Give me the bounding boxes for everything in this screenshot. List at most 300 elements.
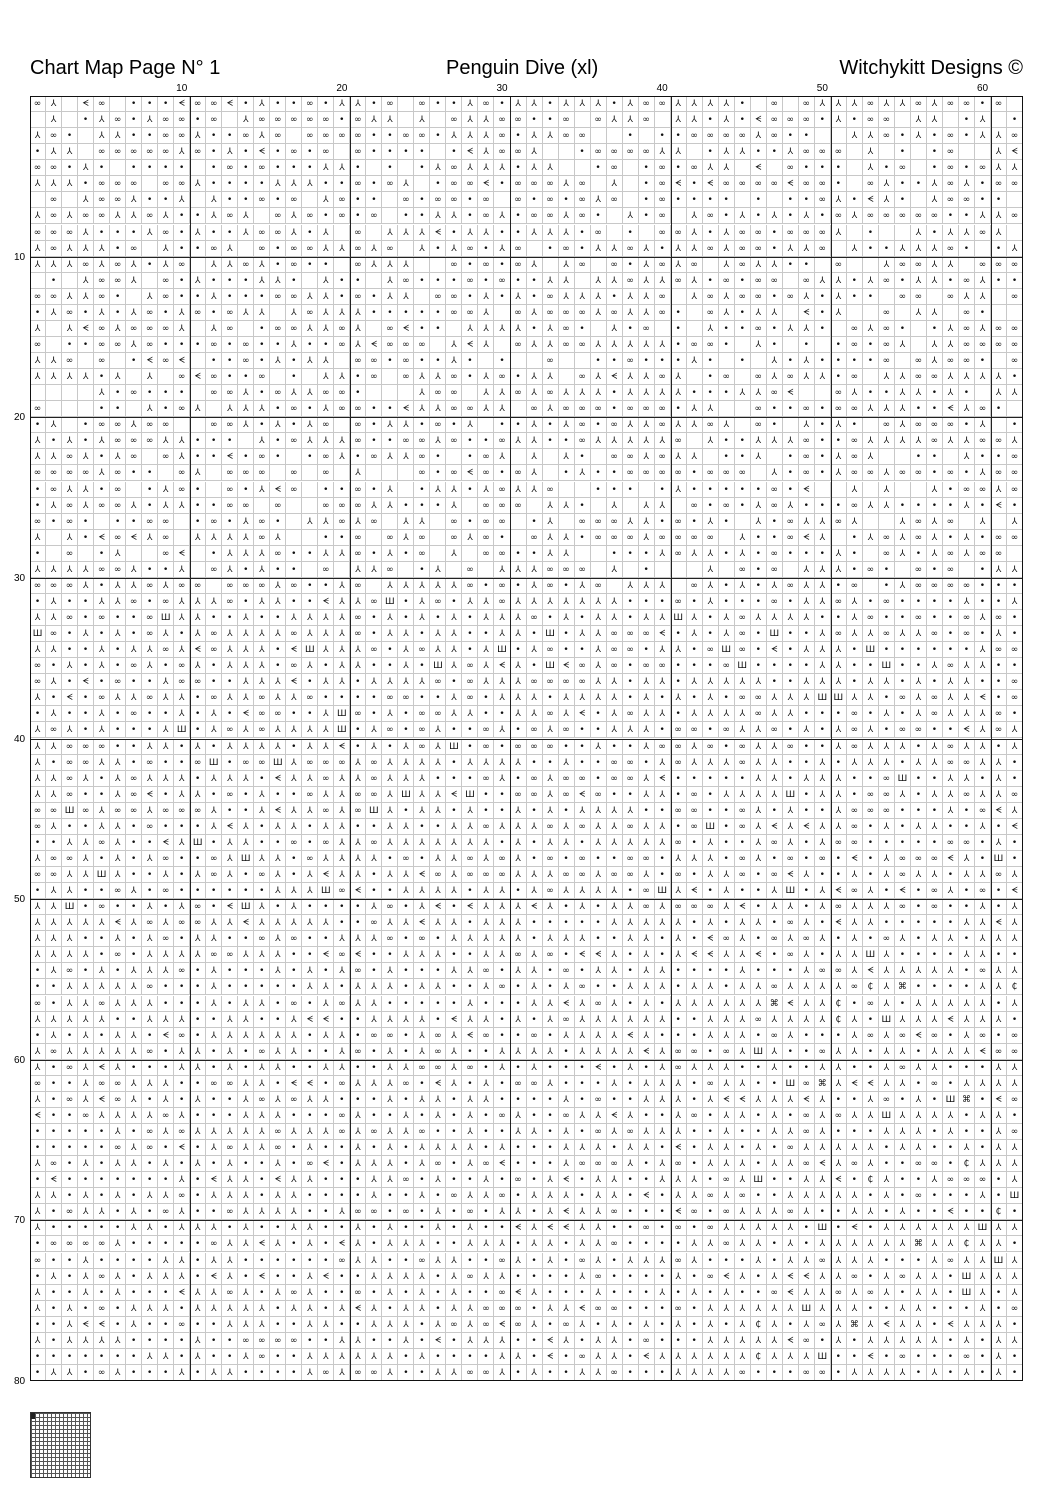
- stitch-cell: ∞: [334, 1124, 350, 1140]
- stitch-cell: ⅄: [430, 1140, 446, 1156]
- stitch-cell: ∞: [847, 803, 863, 819]
- stitch-cell: ⅄: [126, 1028, 142, 1044]
- stitch-cell: ⅄: [799, 1188, 815, 1204]
- stitch-cell: ⅄: [975, 1108, 991, 1124]
- stitch-cell: ⅄: [655, 899, 671, 915]
- stitch-cell: ⅄: [911, 996, 927, 1012]
- stitch-cell: ⅄: [527, 465, 543, 481]
- stitch-cell: •: [30, 706, 46, 722]
- stitch-cell: ∞: [911, 578, 927, 594]
- stitch-cell: ⅄: [591, 273, 607, 289]
- stitch-cell: [110, 96, 126, 112]
- stitch-cell: ⅄: [78, 1285, 94, 1301]
- stitch-cell: ∞: [414, 546, 430, 562]
- stitch-cell: ⅄: [382, 578, 398, 594]
- stitch-cell: ⅄: [446, 128, 462, 144]
- stitch-cell: [575, 112, 591, 128]
- stitch-cell: •: [126, 899, 142, 915]
- stitch-cell: ⅄: [799, 722, 815, 738]
- stitch-cell: ⅄: [911, 1269, 927, 1285]
- stitch-cell: ∞: [751, 225, 767, 241]
- stitch-cell: ∞: [1007, 642, 1023, 658]
- stitch-cell: •: [94, 851, 110, 867]
- stitch-cell: ⅄: [30, 1301, 46, 1317]
- stitch-cell: [78, 144, 94, 160]
- stitch-cell: ∞: [430, 1060, 446, 1076]
- stitch-cell: ⅄: [398, 658, 414, 674]
- stitch-cell: ∞: [510, 947, 526, 963]
- stitch-cell: ∞: [991, 257, 1007, 273]
- stitch-cell: •: [142, 1204, 158, 1220]
- stitch-cell: •: [430, 1349, 446, 1365]
- stitch-cell: ∞: [46, 867, 62, 883]
- stitch-cell: ∞: [959, 787, 975, 803]
- stitch-cell: ∞: [494, 112, 510, 128]
- stitch-cell: •: [639, 1060, 655, 1076]
- stitch-cell: ⅄: [94, 465, 110, 481]
- stitch-cell: •: [719, 594, 735, 610]
- stitch-cell: •: [735, 498, 751, 514]
- stitch-cell: ⅄: [767, 1349, 783, 1365]
- stitch-cell: •: [831, 353, 847, 369]
- stitch-cell: •: [927, 1092, 943, 1108]
- stitch-cell: ⅄: [110, 1188, 126, 1204]
- stitch-cell: ⅄: [478, 610, 494, 626]
- stitch-cell: ⅄: [1007, 1285, 1023, 1301]
- stitch-cell: ∞: [543, 851, 559, 867]
- stitch-cell: ⅄: [799, 867, 815, 883]
- stitch-cell: •: [78, 1220, 94, 1236]
- stitch-cell: •: [334, 1092, 350, 1108]
- stitch-cell: ∞: [158, 642, 174, 658]
- stitch-cell: ⅄: [270, 1108, 286, 1124]
- stitch-cell: ∞: [46, 1156, 62, 1172]
- stitch-cell: Ш: [719, 642, 735, 658]
- stitch-cell: ⅄: [30, 562, 46, 578]
- stitch-cell: ∞: [494, 128, 510, 144]
- stitch-cell: •: [703, 144, 719, 160]
- stitch-cell: •: [639, 755, 655, 771]
- stitch-cell: •: [30, 1349, 46, 1365]
- stitch-cell: ⅄: [831, 1253, 847, 1269]
- stitch-cell: •: [206, 305, 222, 321]
- stitch-cell: ⅄: [735, 1028, 751, 1044]
- stitch-cell: ⅄: [110, 867, 126, 883]
- stitch-cell: ⅄: [350, 321, 366, 337]
- cross-stitch-chart-grid: [30, 96, 1023, 1381]
- stitch-cell: ⅄: [959, 915, 975, 931]
- stitch-cell: ⅄: [895, 1012, 911, 1028]
- stitch-cell: •: [158, 562, 174, 578]
- stitch-cell: ⅄: [975, 915, 991, 931]
- stitch-cell: ⅄: [222, 1269, 238, 1285]
- stitch-cell: •: [30, 1028, 46, 1044]
- stitch-cell: ⅄: [110, 1044, 126, 1060]
- stitch-cell: •: [927, 449, 943, 465]
- stitch-cell: ∞: [591, 996, 607, 1012]
- stitch-cell: •: [559, 192, 575, 208]
- stitch-cell: •: [30, 963, 46, 979]
- stitch-cell: •: [222, 674, 238, 690]
- stitch-cell: ⅄: [655, 433, 671, 449]
- stitch-cell: •: [911, 931, 927, 947]
- stitch-cell: ⅄: [510, 690, 526, 706]
- stitch-cell: ∞: [382, 96, 398, 112]
- stitch-cell: Ш: [895, 771, 911, 787]
- stitch-cell: •: [575, 449, 591, 465]
- stitch-cell: ⅄: [815, 835, 831, 851]
- stitch-cell: ⅄: [703, 594, 719, 610]
- stitch-cell: ⅄: [799, 321, 815, 337]
- stitch-cell: ∞: [703, 337, 719, 353]
- stitch-cell: ᗕ: [639, 1044, 655, 1060]
- stitch-cell: ⅄: [398, 1333, 414, 1349]
- stitch-cell: ∞: [639, 112, 655, 128]
- stitch-cell: ᗕ: [430, 225, 446, 241]
- stitch-cell: ⅄: [863, 1108, 879, 1124]
- stitch-cell: ⅄: [799, 1172, 815, 1188]
- stitch-cell: ⅄: [30, 1092, 46, 1108]
- stitch-cell: ⅄: [719, 1220, 735, 1236]
- stitch-cell: ⅄: [302, 433, 318, 449]
- stitch-cell: ∞: [494, 594, 510, 610]
- stitch-cell: ⅄: [382, 626, 398, 642]
- stitch-cell: ⅄: [639, 1317, 655, 1333]
- stitch-cell: ⅄: [975, 1236, 991, 1252]
- stitch-cell: ⅄: [671, 883, 687, 899]
- stitch-cell: ⅄: [350, 1349, 366, 1365]
- stitch-cell: ∞: [639, 96, 655, 112]
- stitch-cell: •: [158, 385, 174, 401]
- stitch-cell: •: [206, 498, 222, 514]
- stitch-cell: •: [254, 337, 270, 353]
- stitch-cell: ⅄: [382, 225, 398, 241]
- stitch-cell: •: [286, 963, 302, 979]
- stitch-cell: ∞: [350, 176, 366, 192]
- stitch-cell: ⅄: [494, 755, 510, 771]
- stitch-cell: ⅄: [815, 562, 831, 578]
- stitch-cell: ⅄: [559, 176, 575, 192]
- stitch-cell: •: [927, 610, 943, 626]
- stitch-cell: ⅄: [831, 803, 847, 819]
- stitch-cell: •: [174, 225, 190, 241]
- stitch-cell: ∞: [863, 465, 879, 481]
- stitch-cell: •: [126, 819, 142, 835]
- stitch-cell: [334, 225, 350, 241]
- stitch-cell: ⅄: [414, 1092, 430, 1108]
- stitch-cell: •: [270, 449, 286, 465]
- stitch-cell: •: [62, 160, 78, 176]
- stitch-cell: [398, 112, 414, 128]
- stitch-cell: ⅄: [911, 690, 927, 706]
- stitch-cell: ∞: [879, 353, 895, 369]
- stitch-cell: •: [190, 963, 206, 979]
- stitch-cell: •: [478, 273, 494, 289]
- stitch-cell: •: [510, 1092, 526, 1108]
- stitch-cell: •: [799, 787, 815, 803]
- stitch-cell: [703, 257, 719, 273]
- stitch-cell: ⅄: [382, 1236, 398, 1252]
- stitch-cell: •: [815, 739, 831, 755]
- stitch-cell: ⅄: [687, 979, 703, 995]
- stitch-cell: ⅄: [110, 851, 126, 867]
- stitch-cell: ⅄: [943, 385, 959, 401]
- stitch-cell: ⅄: [46, 112, 62, 128]
- stitch-cell: ⅄: [975, 417, 991, 433]
- stitch-cell: •: [78, 305, 94, 321]
- stitch-cell: ∞: [639, 626, 655, 642]
- stitch-cell: ⅄: [414, 1301, 430, 1317]
- stitch-cell: •: [94, 1188, 110, 1204]
- stitch-cell: •: [687, 690, 703, 706]
- stitch-cell: [687, 305, 703, 321]
- stitch-cell: ∞: [190, 755, 206, 771]
- stitch-cell: •: [190, 1204, 206, 1220]
- stitch-cell: •: [943, 979, 959, 995]
- stitch-cell: ⅄: [527, 482, 543, 498]
- stitch-cell: ⅄: [430, 562, 446, 578]
- stitch-cell: •: [623, 257, 639, 273]
- stitch-cell: ᗕ: [366, 337, 382, 353]
- stitch-cell: ⅄: [927, 963, 943, 979]
- stitch-cell: ⅄: [494, 947, 510, 963]
- stitch-cell: ∞: [959, 1172, 975, 1188]
- stitch-cell: ⅄: [510, 803, 526, 819]
- stitch-cell: ⅄: [575, 883, 591, 899]
- stitch-cell: ∞: [607, 626, 623, 642]
- stitch-cell: ∞: [975, 160, 991, 176]
- stitch-cell: ⅄: [879, 1220, 895, 1236]
- stitch-cell: •: [190, 208, 206, 224]
- stitch-cell: ∞: [895, 160, 911, 176]
- stitch-cell: ⅄: [158, 1349, 174, 1365]
- stitch-cell: ⅄: [366, 241, 382, 257]
- stitch-cell: ⅄: [751, 996, 767, 1012]
- stitch-cell: ⅄: [414, 112, 430, 128]
- stitch-cell: [591, 498, 607, 514]
- stitch-cell: ∞: [30, 225, 46, 241]
- stitch-cell: ⅄: [863, 1253, 879, 1269]
- stitch-cell: •: [206, 176, 222, 192]
- stitch-cell: ∞: [414, 1060, 430, 1076]
- stitch-cell: ⅄: [254, 947, 270, 963]
- stitch-cell: •: [751, 562, 767, 578]
- stitch-cell: [575, 160, 591, 176]
- stitch-cell: ∞: [623, 642, 639, 658]
- stitch-cell: •: [655, 241, 671, 257]
- stitch-cell: Ш: [879, 658, 895, 674]
- stitch-cell: •: [767, 225, 783, 241]
- stitch-cell: ⅄: [254, 787, 270, 803]
- stitch-cell: ∞: [831, 835, 847, 851]
- stitch-cell: ⅄: [943, 883, 959, 899]
- stitch-cell: ∞: [446, 1188, 462, 1204]
- stitch-cell: ᗕ: [494, 1156, 510, 1172]
- stitch-cell: •: [719, 433, 735, 449]
- stitch-cell: ∞: [318, 449, 334, 465]
- stitch-cell: •: [286, 706, 302, 722]
- stitch-cell: ∞: [190, 899, 206, 915]
- stitch-cell: ∞: [302, 690, 318, 706]
- stitch-cell: •: [879, 241, 895, 257]
- stitch-cell: ⅄: [815, 1140, 831, 1156]
- stitch-cell: ⅄: [719, 241, 735, 257]
- stitch-cell: ⅄: [414, 1349, 430, 1365]
- stitch-cell: ∞: [543, 353, 559, 369]
- stitch-cell: •: [991, 192, 1007, 208]
- stitch-cell: •: [270, 192, 286, 208]
- stitch-cell: •: [975, 674, 991, 690]
- stitch-cell: ⅄: [591, 883, 607, 899]
- stitch-cell: ⅄: [575, 385, 591, 401]
- stitch-cell: ∞: [286, 626, 302, 642]
- stitch-cell: ⅄: [254, 658, 270, 674]
- stitch-cell: ∞: [703, 289, 719, 305]
- stitch-cell: ∞: [158, 1204, 174, 1220]
- stitch-cell: •: [639, 208, 655, 224]
- stitch-cell: ⅄: [446, 931, 462, 947]
- stitch-cell: ⅄: [334, 546, 350, 562]
- stitch-cell: •: [174, 819, 190, 835]
- stitch-cell: •: [735, 1124, 751, 1140]
- stitch-cell: ⅄: [30, 1285, 46, 1301]
- stitch-cell: ∞: [174, 658, 190, 674]
- stitch-cell: •: [414, 353, 430, 369]
- stitch-cell: •: [462, 369, 478, 385]
- stitch-cell: ∞: [719, 1172, 735, 1188]
- stitch-cell: •: [142, 706, 158, 722]
- stitch-cell: ⅄: [719, 289, 735, 305]
- stitch-cell: ⅄: [623, 1044, 639, 1060]
- stitch-cell: •: [655, 867, 671, 883]
- stitch-cell: ⅄: [142, 642, 158, 658]
- stitch-cell: ⅄: [751, 851, 767, 867]
- stitch-cell: •: [190, 1253, 206, 1269]
- stitch-cell: •: [414, 482, 430, 498]
- stitch-cell: •: [158, 1140, 174, 1156]
- stitch-cell: ∞: [398, 1204, 414, 1220]
- stitch-cell: [286, 449, 302, 465]
- stitch-cell: [110, 353, 126, 369]
- stitch-cell: ⅄: [959, 1028, 975, 1044]
- stitch-cell: ᗕ: [334, 739, 350, 755]
- stitch-cell: •: [767, 241, 783, 257]
- stitch-cell: ∞: [927, 883, 943, 899]
- stitch-cell: [462, 498, 478, 514]
- stitch-cell: ⅄: [735, 1156, 751, 1172]
- stitch-cell: •: [575, 1124, 591, 1140]
- stitch-cell: ∞: [510, 257, 526, 273]
- stitch-cell: ⅄: [591, 433, 607, 449]
- stitch-cell: ⅄: [446, 241, 462, 257]
- stitch-cell: ⅄: [655, 1285, 671, 1301]
- stitch-cell: ⅄: [78, 225, 94, 241]
- stitch-cell: •: [30, 979, 46, 995]
- stitch-cell: •: [687, 482, 703, 498]
- stitch-cell: ⅄: [254, 996, 270, 1012]
- stitch-cell: ᗕ: [126, 530, 142, 546]
- stitch-cell: ∞: [366, 1028, 382, 1044]
- stitch-cell: ⅄: [943, 803, 959, 819]
- stitch-cell: •: [494, 353, 510, 369]
- stitch-cell: ∞: [975, 257, 991, 273]
- stitch-cell: ⅄: [46, 739, 62, 755]
- stitch-cell: ⅄: [575, 1236, 591, 1252]
- stitch-cell: ∞: [270, 289, 286, 305]
- stitch-cell: ⅄: [382, 1285, 398, 1301]
- stitch-cell: ⅄: [655, 706, 671, 722]
- stitch-cell: ⅄: [238, 208, 254, 224]
- stitch-cell: •: [78, 1365, 94, 1381]
- stitch-cell: ⅄: [206, 192, 222, 208]
- stitch-cell: ᗕ: [767, 642, 783, 658]
- stitch-cell: ⅄: [398, 642, 414, 658]
- stitch-cell: •: [494, 963, 510, 979]
- stitch-cell: ∞: [719, 1236, 735, 1252]
- stitch-cell: ∞: [446, 305, 462, 321]
- stitch-cell: •: [751, 1269, 767, 1285]
- stitch-cell: •: [302, 160, 318, 176]
- stitch-cell: •: [158, 1333, 174, 1349]
- stitch-cell: ⅄: [735, 787, 751, 803]
- stitch-cell: •: [543, 417, 559, 433]
- stitch-cell: •: [158, 819, 174, 835]
- stitch-cell: ∞: [655, 530, 671, 546]
- stitch-cell: •: [254, 1172, 270, 1188]
- stitch-cell: ᗕ: [799, 482, 815, 498]
- stitch-cell: ⅄: [831, 1317, 847, 1333]
- stitch-cell: ⅄: [751, 755, 767, 771]
- chart-map-page-title: Chart Map Page N° 1: [30, 56, 220, 80]
- stitch-cell: ∞: [735, 225, 751, 241]
- stitch-cell: •: [799, 337, 815, 353]
- stitch-cell: ⅄: [847, 514, 863, 530]
- stitch-cell: •: [607, 482, 623, 498]
- stitch-cell: ⅄: [94, 658, 110, 674]
- stitch-cell: ⅄: [398, 915, 414, 931]
- stitch-cell: ∞: [703, 241, 719, 257]
- stitch-cell: •: [206, 1349, 222, 1365]
- stitch-cell: ⅄: [703, 867, 719, 883]
- stitch-cell: ∞: [286, 433, 302, 449]
- stitch-cell: ⅄: [446, 1269, 462, 1285]
- stitch-cell: ⅄: [222, 401, 238, 417]
- stitch-cell: ⅄: [815, 1060, 831, 1076]
- stitch-cell: •: [318, 1333, 334, 1349]
- stitch-cell: ∞: [366, 1365, 382, 1381]
- stitch-cell: ⅄: [831, 562, 847, 578]
- stitch-cell: [639, 482, 655, 498]
- stitch-cell: ⅄: [94, 1012, 110, 1028]
- stitch-cell: •: [527, 1253, 543, 1269]
- stitch-cell: •: [1007, 498, 1023, 514]
- stitch-cell: ⅄: [751, 915, 767, 931]
- stitch-cell: ∞: [318, 417, 334, 433]
- stitch-cell: [302, 482, 318, 498]
- stitch-cell: ⅄: [78, 1204, 94, 1220]
- stitch-cell: ⅄: [959, 546, 975, 562]
- stitch-cell: ⅄: [334, 594, 350, 610]
- stitch-cell: ⅄: [575, 803, 591, 819]
- stitch-cell: ⅄: [799, 514, 815, 530]
- stitch-cell: •: [911, 449, 927, 465]
- stitch-cell: ⅄: [719, 1076, 735, 1092]
- stitch-cell: •: [719, 449, 735, 465]
- stitch-cell: ⅄: [895, 1140, 911, 1156]
- stitch-cell: ⅄: [639, 337, 655, 353]
- stitch-cell: [911, 337, 927, 353]
- stitch-cell: [879, 289, 895, 305]
